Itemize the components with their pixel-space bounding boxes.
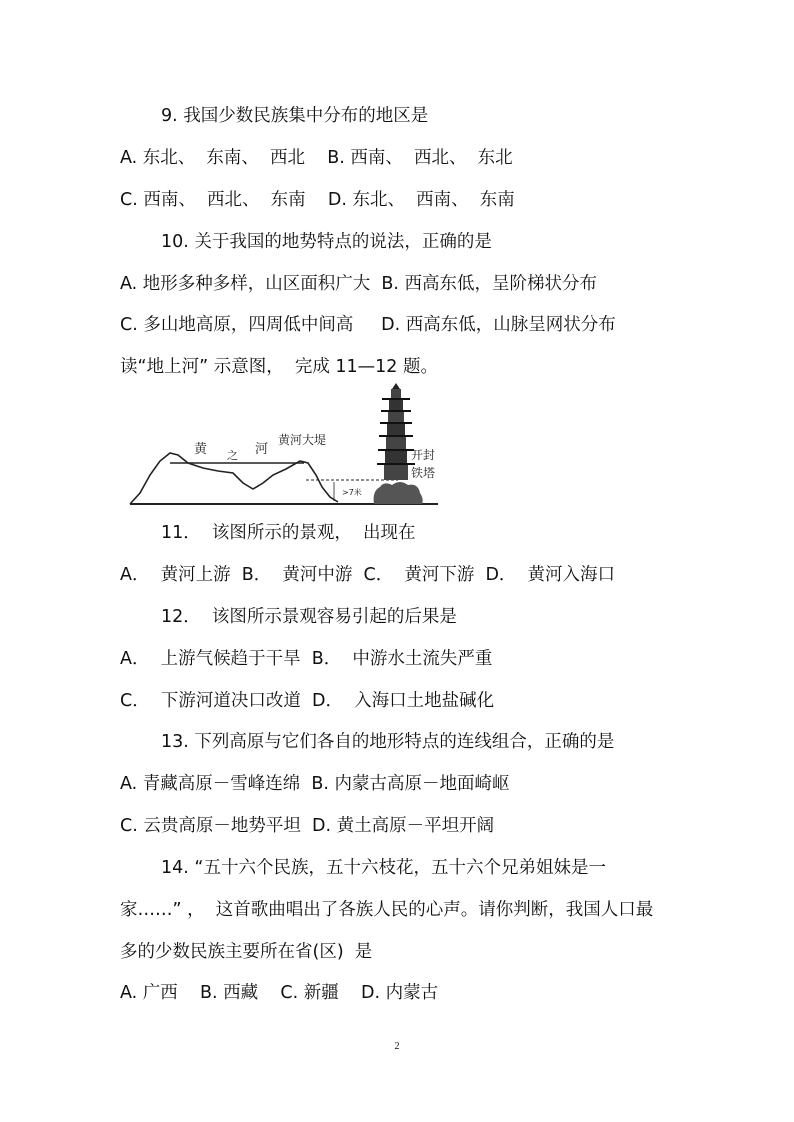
kaifeng-iron-tower-icon: [374, 383, 423, 504]
q13-options-row2: C. 云贵高原－地势平坦 D. 黄土高原－平坦开阔: [120, 816, 495, 836]
q10-stem: 10. 关于我国的地势特点的说法，正确的是: [161, 232, 492, 252]
q14-stem-line1: 14. “五十六个民族，五十六枝花，五十六个兄弟姐妹是一: [161, 858, 606, 878]
label-dike: 黄河大堤: [278, 433, 327, 447]
label-tieta: 铁塔: [411, 466, 436, 480]
figure-intro: 读“地上河” 示意图， 完成 11—12 题。: [120, 357, 438, 377]
q11-stem: 11． 该图所示的景观， 出现在: [161, 523, 416, 543]
q14-stem-line2: 家……” ， 这首歌曲唱出了各族人民的心声。请你判断，我国人口最: [120, 900, 654, 920]
height-label: >7米: [342, 488, 362, 497]
q14-options-row1: A. 广西 B. 西藏 C. 新疆 D. 内蒙古: [120, 983, 439, 1003]
q9-options-row1: A. 东北、 东南、 西北 B. 西南、 西北、 东北: [120, 148, 513, 168]
q12-options-row1: A． 上游气候趋于干旱 B． 中游水土流失严重: [120, 649, 493, 669]
q13-stem: 13. 下列高原与它们各自的地形特点的连线组合，正确的是: [161, 732, 615, 752]
label-he: 河: [255, 442, 269, 457]
label-kaifeng: 开封: [411, 448, 436, 462]
label-zhi: 之: [227, 449, 238, 462]
q9-options-row2: C. 西南、 西北、 东南 D. 东北、 西南、 东南: [120, 190, 515, 210]
q10-options-row2: C. 多山地高原，四周低中间高 D. 西高东低，山脉呈网状分布: [120, 315, 616, 335]
q9-stem: 9. 我国少数民族集中分布的地区是: [161, 106, 429, 126]
q12-stem: 12． 该图所示景观容易引起的后果是: [161, 607, 457, 627]
q13-options-row1: A. 青藏高原－雪峰连绵 B. 内蒙古高原－地面崎岖: [120, 774, 510, 794]
q10-options-row1: A. 地形多种多样，山区面积广大 B. 西高东低，呈阶梯状分布: [120, 274, 598, 294]
above-ground-river-diagram: [128, 383, 440, 508]
label-huang: 黄: [194, 442, 208, 457]
q14-stem-line3: 多的少数民族主要所在省(区) 是: [120, 942, 373, 962]
q12-options-row2: C． 下游河道决口改道 D． 入海口土地盐碱化: [120, 691, 495, 711]
q11-options-row1: A． 黄河上游 B． 黄河中游 C． 黄河下游 D． 黄河入海口: [120, 565, 616, 585]
page-number: 2: [394, 1041, 400, 1052]
